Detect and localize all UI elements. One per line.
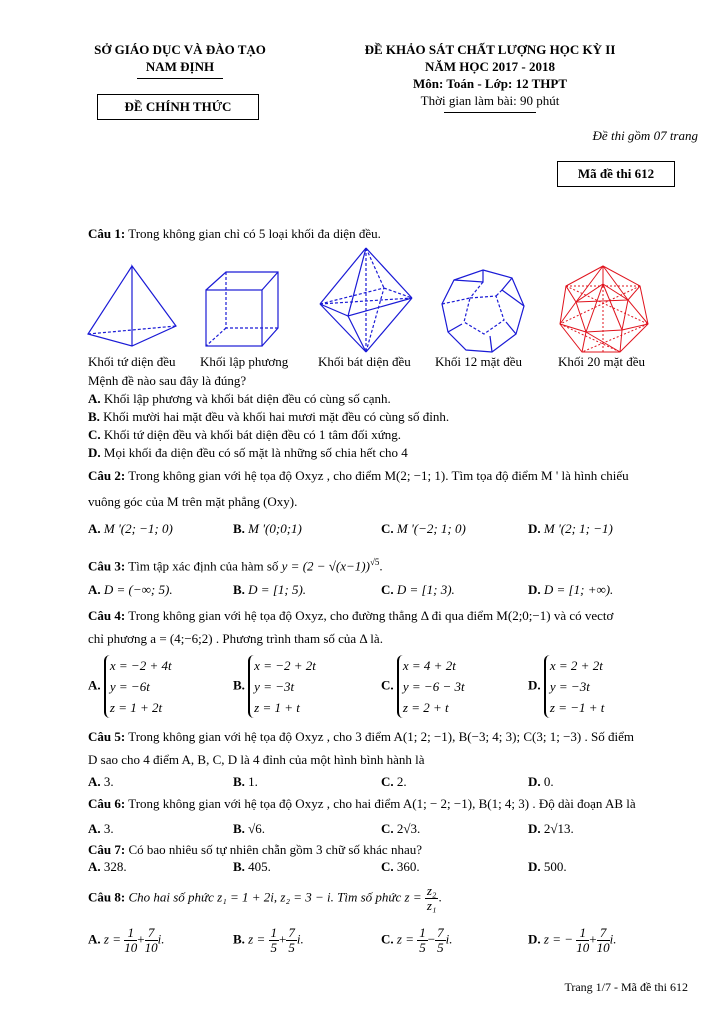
question-3: Câu 3: Tìm tập xác định của hàm số $y = (2 - √(x-1))^{√5}$. — [88, 557, 383, 574]
option-key: B. — [88, 409, 100, 424]
option-text: 328. — [103, 859, 127, 874]
question-text: Trong không gian với hệ tọa độ Oxyz , cho hai điểm A(1; − 2; −1), B(1; 4; 3) . Độ dài đoạn AB là — [128, 796, 636, 811]
option-text: 405. — [248, 859, 271, 874]
q2-option-a[interactable] — [88, 521, 173, 537]
q5-option-b[interactable] — [233, 774, 258, 790]
numerator: 1 — [576, 926, 589, 941]
cube-figure — [200, 270, 286, 350]
question-label: Câu 6: — [88, 796, 126, 811]
q8-option-a[interactable] — [88, 926, 164, 955]
option-key: A. — [88, 677, 101, 693]
question-5-line2: D sao cho 4 điểm A, B, C, D là 4 đỉnh của một hình bình hành là — [88, 752, 425, 767]
option-key: A. — [88, 821, 101, 836]
fraction — [124, 926, 137, 955]
option-key: A. — [88, 774, 101, 789]
equation-line: y = −3t — [254, 679, 295, 694]
question-label: Câu 8: — [88, 889, 126, 905]
exam-time: Thời gian làm bài: 90 phút — [420, 93, 560, 108]
numerator: 7 — [597, 926, 610, 941]
function-exponent: √5 — [369, 557, 380, 567]
question-8: Câu 8: Cho hai số phức z₁ = 1 + 2i, z₂ = 3 − i. Tìm số phức z = $\frac{\text{z₂}}{\text{z₁}}$ . — [88, 883, 442, 913]
denominator: 10 — [576, 940, 590, 955]
option-text: 3. — [103, 821, 114, 836]
numerator: 7 — [288, 925, 295, 940]
option-key: C. — [381, 677, 394, 693]
option-prefix: z = − — [543, 931, 573, 947]
question-1 — [88, 225, 694, 243]
q7-option-c[interactable] — [381, 859, 420, 875]
equation-line: y = −6t — [109, 679, 150, 694]
option-text: 0. — [543, 774, 554, 789]
denominator: 10 — [144, 940, 158, 955]
fraction — [597, 926, 610, 955]
option-key: D. — [528, 931, 541, 947]
option-key: D. — [88, 445, 101, 460]
question-text: Có bao nhiêu số tự nhiên chẵn gồm 3 chữ số khác nhau? — [128, 842, 422, 857]
question-2 — [88, 467, 694, 485]
q3-option-c[interactable] — [381, 582, 455, 598]
q1-option-a[interactable] — [88, 390, 694, 408]
option-text: √6. — [248, 821, 266, 836]
caption-icosahedron: Khối 20 mặt đều — [558, 354, 646, 369]
question-text: Cho hai số phức z₁ = 1 + 2i, z₂ = 3 − i. Tìm số phức — [128, 889, 402, 905]
q6-option-c[interactable] — [381, 821, 420, 837]
denominator: 5 — [270, 940, 278, 955]
q4-option-b[interactable] — [233, 655, 316, 718]
numerator: 1 — [124, 926, 137, 941]
option-text: Khối lập phương và khối bát diện đều có cùng số cạnh. — [103, 391, 391, 406]
subject: Môn: Toán - Lớp: 12 THPT — [413, 76, 567, 91]
option-key: C. — [381, 821, 394, 836]
fraction — [286, 926, 297, 955]
option-text: 360. — [396, 859, 420, 874]
option-key: D. — [528, 774, 541, 789]
equation-system — [397, 655, 465, 718]
option-text: D = (−∞; 5). — [103, 582, 173, 597]
q5-option-c[interactable] — [381, 774, 407, 790]
equation-line: x = −2 + 4t — [109, 658, 172, 673]
option-text: Khối tứ diện đều và khối bát diện đều có 1 tâm đối xứng. — [103, 427, 402, 442]
option-suffix: i. — [296, 931, 304, 947]
q5-option-d[interactable] — [528, 774, 554, 790]
option-prefix: z = — [396, 931, 414, 947]
question-label: Câu 3: — [88, 558, 126, 574]
octahedron-figure — [316, 246, 416, 356]
option-text: 1. — [248, 774, 258, 789]
operator: + — [589, 931, 597, 947]
equation-line: z = 2 + t — [402, 700, 449, 715]
operator: − — [427, 931, 436, 947]
option-key: B. — [233, 859, 245, 874]
department-line2: NAM ĐỊNH — [145, 59, 215, 74]
caption-tetrahedron: Khối tứ diện đều — [88, 354, 176, 369]
question-label: Câu 7: — [88, 842, 126, 857]
option-key: D. — [528, 859, 541, 874]
question-text: Tìm tập xác định của hàm số — [128, 558, 279, 574]
option-key: D. — [528, 677, 541, 693]
option-suffix: i. — [609, 931, 617, 947]
page-footer: Trang 1/7 - Mã đề thi 612 — [564, 980, 688, 994]
equation-line: y = −3t — [549, 679, 590, 694]
option-key: D. — [528, 521, 541, 536]
denominator: z₁ — [426, 898, 437, 913]
fraction — [145, 926, 158, 955]
question-4-line2: chỉ phương a = (4;−6;2) . Phương trình tham số của Δ là. — [88, 631, 383, 646]
equation-line: y = −6 − 3t — [402, 679, 465, 694]
question-7 — [88, 841, 694, 859]
question-5 — [88, 728, 694, 746]
option-text: M '(2; −1; 0) — [103, 521, 173, 536]
equation-line: z = −1 + t — [549, 700, 605, 715]
equation-system — [104, 655, 172, 718]
option-key: D. — [528, 582, 541, 597]
option-text: D = [1; 3). — [396, 582, 455, 597]
numerator: z₂ — [426, 883, 437, 898]
question-text: Trong không gian với hệ tọa độ Oxyz, cho đường thẳng Δ đi qua điểm M(2;0;−1) và có vectơ — [128, 608, 614, 623]
exam-code: Mã đề thi 612 — [557, 161, 675, 187]
q6-option-a[interactable] — [88, 821, 114, 837]
fraction — [435, 926, 446, 955]
q4-option-d[interactable] — [528, 655, 604, 718]
time-divider — [444, 112, 536, 113]
q3-option-a[interactable] — [88, 582, 173, 598]
question-4 — [88, 607, 694, 625]
q7-option-d[interactable] — [528, 859, 567, 875]
numerator: 1 — [270, 925, 278, 940]
option-key: C. — [381, 582, 394, 597]
question-text: Trong không gian với hệ tọa độ Oxyz , cho điểm M(2; −1; 1). Tìm tọa độ điểm M ' là hình chiếu — [128, 468, 629, 483]
option-key: B. — [233, 521, 245, 536]
caption-dodecahedron: Khối 12 mặt đều — [435, 354, 523, 369]
q8-option-d[interactable] — [528, 926, 616, 955]
option-text: 500. — [543, 859, 567, 874]
q7-option-a[interactable] — [88, 859, 127, 875]
option-key: C. — [381, 931, 394, 947]
question-label: Câu 5: — [88, 729, 126, 744]
question-2-line2: vuông góc của M trên mặt phẳng (Oxy). — [88, 494, 298, 509]
question-label: Câu 4: — [88, 608, 126, 623]
official-badge: ĐỀ CHÍNH THỨC — [97, 94, 259, 120]
question-label: Câu 1: — [88, 226, 126, 241]
equation-line: z = 1 + 2t — [109, 700, 163, 715]
option-key: B. — [233, 774, 245, 789]
q1-option-d[interactable] — [88, 444, 694, 462]
header-divider — [137, 78, 223, 79]
denominator: 5 — [288, 940, 295, 955]
fraction — [269, 926, 280, 955]
numerator: 7 — [437, 925, 444, 940]
option-key: D. — [528, 821, 541, 836]
option-suffix: i. — [445, 931, 453, 947]
option-key: A. — [88, 582, 101, 597]
equation-line: z = 1 + t — [254, 700, 300, 715]
option-text: D = [1; 5). — [248, 582, 307, 597]
option-key: C. — [381, 774, 394, 789]
numerator: 7 — [145, 926, 158, 941]
operator: + — [137, 931, 145, 947]
option-key: A. — [88, 391, 101, 406]
q6-option-d[interactable] — [528, 821, 574, 837]
equation-line: x = −2 + 2t — [254, 658, 316, 673]
option-text: M '(2; 1; −1) — [543, 521, 613, 536]
option-prefix: z = — [248, 931, 266, 947]
q4-option-a[interactable] — [88, 655, 172, 718]
q8-option-b[interactable] — [233, 926, 304, 955]
dodecahedron-figure — [440, 268, 526, 354]
option-text: M '(0;0;1) — [248, 521, 302, 536]
denominator: 10 — [124, 940, 138, 955]
q1-option-c[interactable] — [88, 426, 694, 444]
denominator: 10 — [596, 940, 610, 955]
q5-option-a[interactable] — [88, 774, 114, 790]
option-key: A. — [88, 521, 101, 536]
school-year: NĂM HỌC 2017 - 2018 — [425, 59, 555, 74]
question-label: Câu 2: — [88, 468, 126, 483]
q8-option-c[interactable] — [381, 926, 452, 955]
z-equals: z = — [404, 889, 422, 905]
fraction — [425, 884, 439, 913]
fraction — [417, 926, 428, 955]
option-suffix: i. — [157, 931, 165, 947]
q3-option-d[interactable] — [528, 582, 613, 598]
equation-line: x = 2 + 2t — [549, 658, 603, 673]
tetrahedron-figure — [84, 264, 180, 348]
caption-octahedron: Khối bát diện đều — [318, 354, 411, 369]
q3-option-b[interactable] — [233, 582, 306, 598]
numerator: 1 — [419, 925, 426, 940]
q2-option-b[interactable] — [233, 521, 302, 537]
option-key: C. — [88, 427, 101, 442]
question-6 — [88, 795, 694, 813]
option-key: C. — [381, 859, 394, 874]
exam-title: ĐỀ KHẢO SÁT CHẤT LƯỢNG HỌC KỲ II — [364, 42, 616, 57]
option-text: M '(−2; 1; 0) — [396, 521, 466, 536]
option-key: A. — [88, 859, 101, 874]
option-text: Mọi khối đa diện đều có số mặt là những số chia hết cho 4 — [103, 445, 408, 460]
operator: + — [279, 931, 287, 947]
q1-option-b[interactable] — [88, 408, 694, 426]
q6-option-b[interactable] — [233, 821, 265, 837]
q7-option-b[interactable] — [233, 859, 271, 875]
option-text: 2√13. — [543, 821, 574, 836]
option-prefix: z = — [103, 931, 121, 947]
q4-option-c[interactable] — [381, 655, 465, 718]
equation-system — [544, 655, 605, 718]
option-text: 3. — [103, 774, 114, 789]
icosahedron-figure — [556, 264, 650, 356]
question-text: Trong không gian với hệ tọa độ Oxyz , cho 3 điểm A(1; 2; −1), B(−3; 4; 3); C(3; 1; −3) . Số điểm — [128, 729, 634, 744]
denominator: 5 — [437, 940, 444, 955]
fraction — [576, 926, 589, 955]
equation-line: x = 4 + 2t — [402, 658, 456, 673]
option-key: B. — [233, 582, 245, 597]
option-key: B. — [233, 931, 245, 947]
option-text: 2. — [396, 774, 407, 789]
option-text: Khối mười hai mặt đều và khối hai mươi mặt đều có cùng số đỉnh. — [103, 409, 450, 424]
equation-system — [248, 655, 316, 718]
q1-prompt: Mệnh đề nào sau đây là đúng? — [88, 373, 247, 388]
function-expression: y = (2 − √(x−1)) — [281, 558, 370, 574]
option-text: D = [1; +∞). — [543, 582, 614, 597]
department-line1: SỞ GIÁO DỤC VÀ ĐÀO TẠO — [94, 42, 266, 57]
pages-note: Đề thi gồm 07 trang — [592, 128, 698, 143]
q2-option-c[interactable] — [381, 521, 466, 537]
option-key: C. — [381, 521, 394, 536]
denominator: 5 — [419, 940, 426, 955]
option-text: 2√3. — [396, 821, 421, 836]
question-text: Trong không gian chỉ có 5 loại khối đa diện đều. — [128, 226, 381, 241]
option-key: A. — [88, 931, 101, 947]
option-key: B. — [233, 821, 245, 836]
option-key: B. — [233, 677, 245, 693]
q2-option-d[interactable] — [528, 521, 613, 537]
caption-cube: Khối lập phương — [200, 354, 289, 369]
